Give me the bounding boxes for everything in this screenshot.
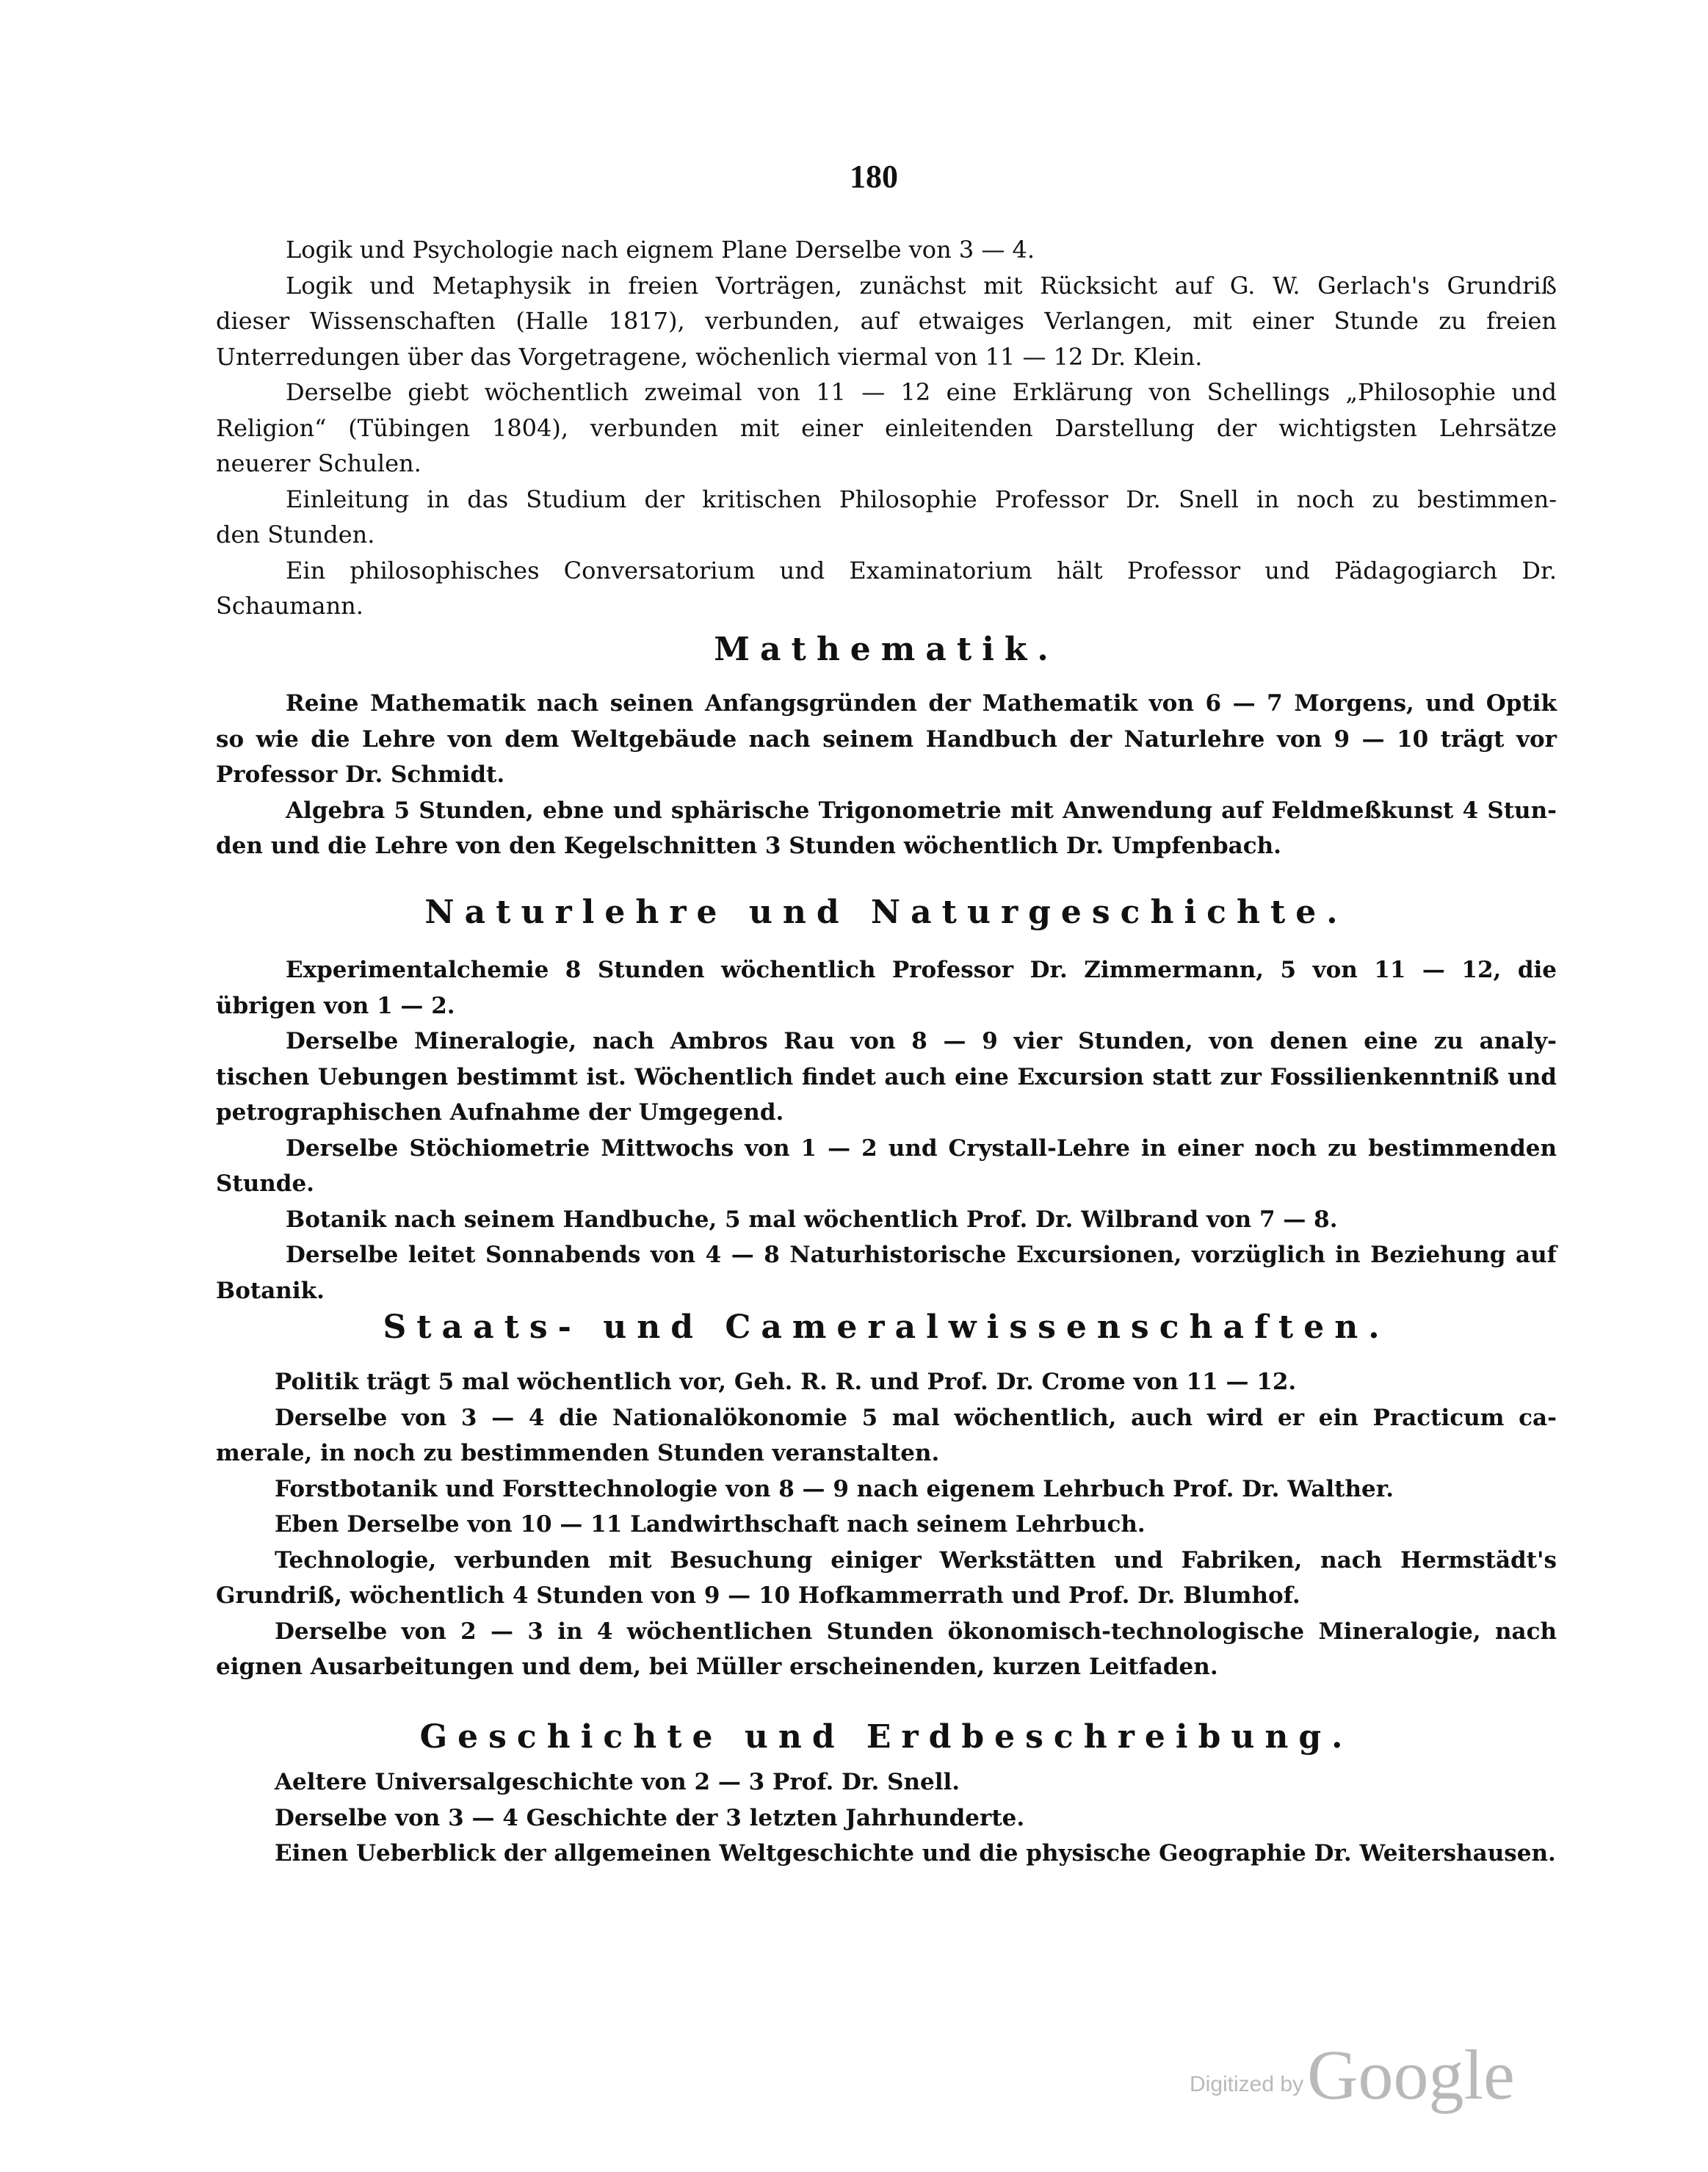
text-line: so wie die Lehre von dem Weltgebäude nach seinem Handbuch der Naturlehre von 9 — 10 trägt vor (216, 725, 1557, 753)
digitized-by-google-watermark (1190, 2034, 1515, 2115)
text-line: Unterredungen über das Vorgetragene, wöchenlich viermal von 11 — 12 Dr. Klein. (216, 342, 1203, 371)
paragraph (216, 1202, 1557, 1238)
paragraph (216, 686, 1557, 793)
section-body (216, 1364, 1557, 1685)
section-heading: Geschichte und Erdbeschreibung. (419, 1718, 1353, 1756)
text-line: Professor Dr. Schmidt. (216, 761, 505, 788)
paragraph (216, 1800, 1557, 1836)
section-body (216, 952, 1557, 1308)
text-line: Schaumann. (216, 592, 363, 620)
text-line: Logik und Psychologie nach eignem Plane Derselbe von 3 — 4. (286, 236, 1035, 264)
section-body (216, 232, 1557, 624)
section-body (216, 1764, 1557, 1872)
paragraph (216, 1614, 1557, 1685)
paragraph (216, 232, 1557, 268)
paragraph (216, 793, 1557, 864)
text-line: Grundriß, wöchentlich 4 Stunden von 9 — 10 Hofkammerrath und Prof. Dr. Blumhof. (216, 1582, 1300, 1609)
text-line: Forstbotanik und Forsttechnologie von 8 — 9 nach eigenem Lehrbuch Prof. Dr. Walther. (275, 1475, 1394, 1502)
text-line: Eben Derselbe von 10 — 11 Landwirthschaft nach seinem Lehrbuch. (275, 1511, 1146, 1538)
text-line: Derselbe von 2 — 3 in 4 wöchentlichen Stunden ökonomisch-technologische Mineralogie, nach (275, 1618, 1557, 1645)
text-line: Botanik. (216, 1277, 325, 1304)
text-line: Derselbe leitet Sonnabends von 4 — 8 Naturhistorische Excursionen, vorzüglich in Beziehung auf (286, 1242, 1557, 1268)
section-body (216, 686, 1557, 864)
text-line: Politik trägt 5 mal wöchentlich vor, Geh. R. R. und Prof. Dr. Crome von 11 — 12. (275, 1369, 1297, 1395)
paragraph (216, 952, 1557, 1024)
text-line: merale, in noch zu bestimmenden Stunden veranstalten. (216, 1440, 940, 1466)
text-line: Einen Ueberblick der allgemeinen Weltgeschichte und die physische Geographie Dr. Weitershausen. (275, 1840, 1556, 1867)
text-line: Reine Mathematik nach seinen Anfangsgründen der Mathematik von 6 — 7 Morgens, und Optik (286, 690, 1557, 717)
watermark-prefix: Digitized by (1190, 2072, 1304, 2096)
text-line: Botanik nach seinem Handbuche, 5 mal wöchentlich Prof. Dr. Wilbrand von 7 — 8. (286, 1206, 1338, 1233)
text-line: dieser Wissenschaften (Halle 1817), verbunden, auf etwaiges Verlangen, mit einer Stunde zu freien (216, 307, 1557, 335)
text-line: Derselbe giebt wöchentlich zweimal von 11 — 12 eine Erklärung von Schellings „Philosophie und (286, 378, 1557, 406)
text-line: Einleitung in das Studium der kritischen Philosophie Professor Dr. Snell in noch zu bestimmen- (286, 485, 1557, 513)
watermark-brand: Google (1307, 2035, 1515, 2114)
paragraph (216, 374, 1557, 482)
text-line: den und die Lehre von den Kegelschnitten 3 Stunden wöchentlich Dr. Umpfenbach. (216, 833, 1281, 859)
text-line: Algebra 5 Stunden, ebne und sphärische Trigonometrie mit Anwendung auf Feldmeßkunst 4 Stun- (286, 797, 1557, 824)
paragraph (216, 1400, 1557, 1471)
paragraph (216, 1237, 1557, 1308)
text-line: tischen Uebungen bestimmt ist. Wöchentlich findet auch eine Excursion statt zur Fossilienkenntniß und (216, 1063, 1557, 1090)
text-line: Logik und Metaphysik in freien Vorträgen, zunächst mit Rücksicht auf G. W. Gerlach's Grundriß (286, 271, 1557, 300)
text-line: Stunde. (216, 1170, 314, 1197)
text-line: Religion“ (Tübingen 1804), verbunden mit einer einleitenden Darstellung der wichtigsten Lehrsätze (216, 413, 1557, 442)
text-line: eignen Ausarbeitungen und dem, bei Müller erscheinenden, kurzen Leitfaden. (216, 1654, 1218, 1680)
text-line: Technologie, verbunden mit Besuchung einiger Werkstätten und Fabriken, nach Hermstädt's (275, 1546, 1557, 1574)
section-heading: Staats- und Cameralwissenschaften. (383, 1308, 1390, 1346)
text-line: petrographischen Aufnahme der Umgegend. (216, 1099, 784, 1126)
paragraph (216, 553, 1557, 624)
text-line: Derselbe Mineralogie, nach Ambros Rau von 8 — 9 vier Stunden, von denen eine zu analy- (286, 1028, 1557, 1054)
text-line: übrigen von 1 — 2. (216, 992, 455, 1019)
paragraph (216, 1131, 1557, 1202)
section-heading: Mathematik. (714, 631, 1059, 668)
paragraph (216, 1543, 1557, 1614)
paragraph (216, 1024, 1557, 1131)
text-line: den Stunden. (216, 521, 375, 549)
paragraph (216, 1836, 1557, 1872)
paragraph (216, 268, 1557, 375)
paragraph (216, 1364, 1557, 1400)
text-line: Experimentalchemie 8 Stunden wöchentlich Professor Dr. Zimmermann, 5 von 11 — 12, die (286, 957, 1557, 983)
text-line: neuerer Schulen. (216, 449, 421, 477)
text-line: Derselbe von 3 — 4 die Nationalökonomie 5 mal wöchentlich, auch wird er ein Practicum ca- (275, 1404, 1557, 1431)
paragraph (216, 1764, 1557, 1800)
section-heading: Naturlehre und Naturgeschichte. (424, 894, 1348, 931)
text-line: Derselbe Stöchiometrie Mittwochs von 1 — 2 und Crystall-Lehre in einer noch zu bestimmenden (286, 1134, 1557, 1162)
text-line: Derselbe von 3 — 4 Geschichte der 3 letzten Jahrhunderte. (275, 1804, 1025, 1831)
page-number: 180 (850, 159, 898, 195)
text-line: Aeltere Universalgeschichte von 2 — 3 Prof. Dr. Snell. (275, 1769, 960, 1795)
text-line: Ein philosophisches Conversatorium und Examinatorium hält Professor und Pädagogiarch Dr. (286, 556, 1557, 584)
paragraph (216, 482, 1557, 553)
paragraph (216, 1507, 1557, 1543)
paragraph (216, 1471, 1557, 1507)
